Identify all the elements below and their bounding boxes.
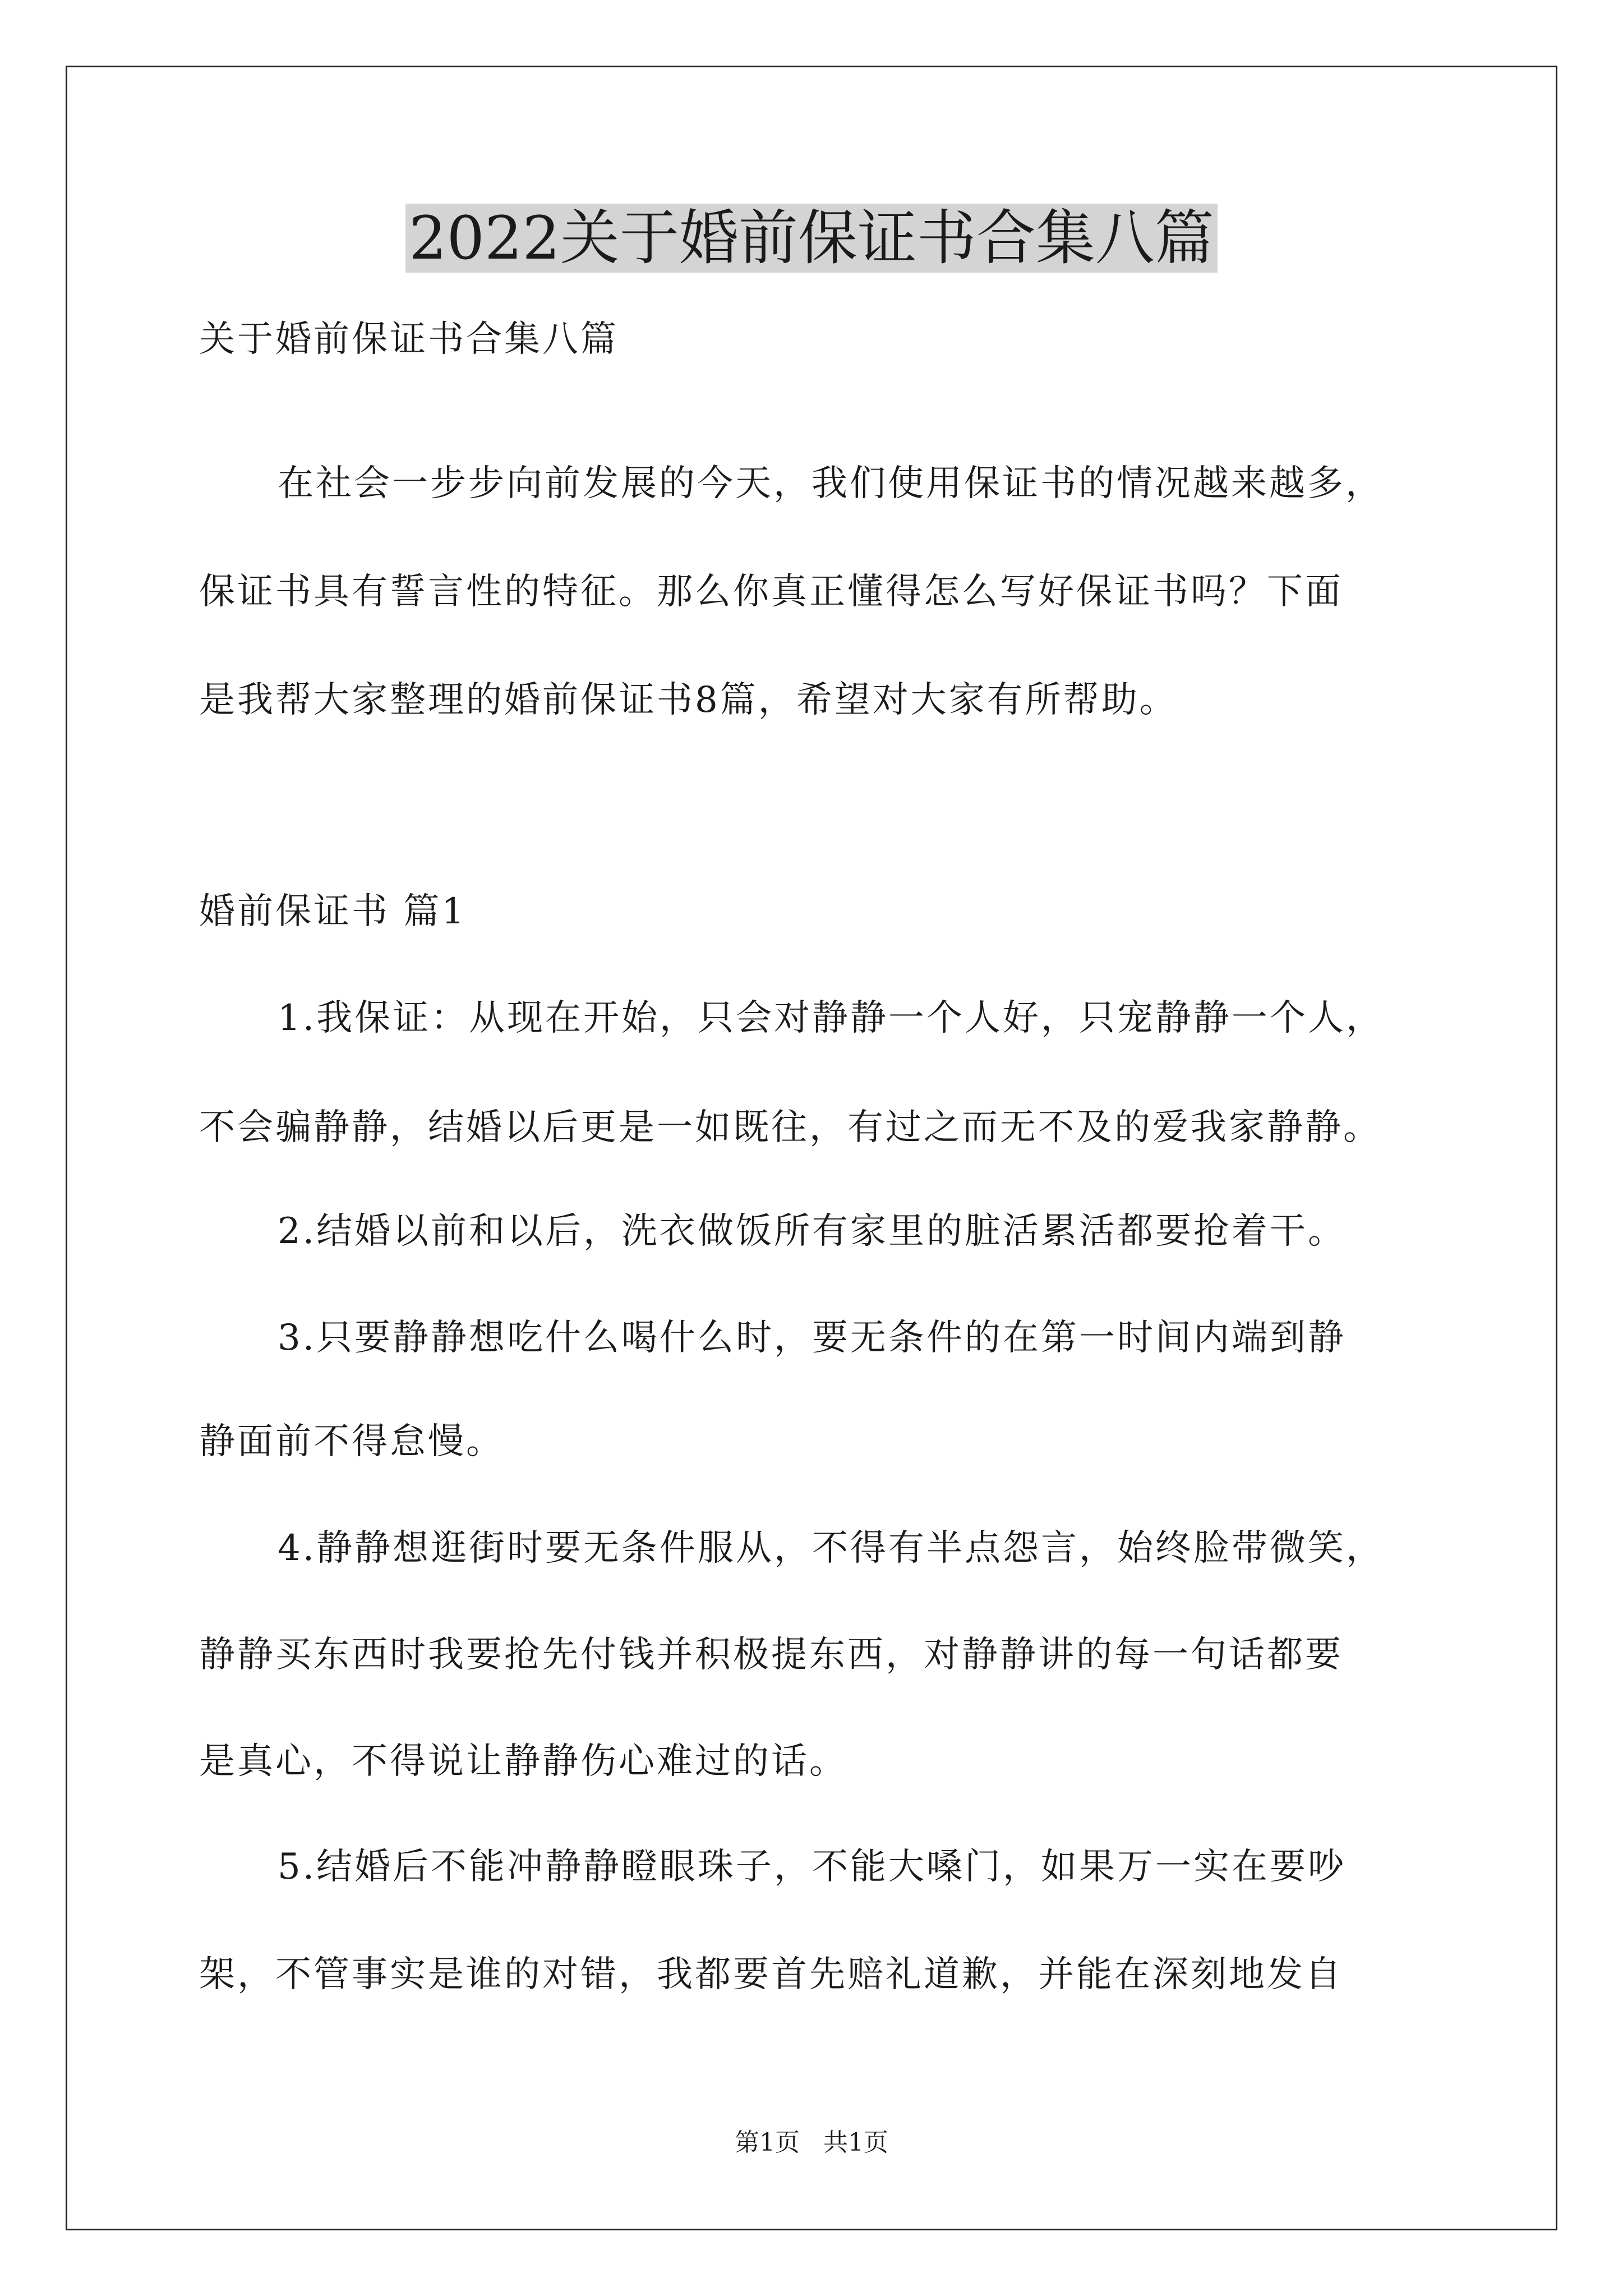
item-line: 3.只要静静想吃什么喝什么时，要无条件的在第一时间内端到静: [278, 1317, 1347, 1359]
item-line: 不会骗静静，结婚以后更是一如既往，有过之而无不及的爱我家静静。: [199, 1107, 1381, 1148]
intro-line: 保证书具有誓言性的特征。那么你真正懂得怎么写好保证书吗？下面: [199, 571, 1343, 613]
item-line: 是真心，不得说让静静伤心难过的话。: [199, 1741, 847, 1782]
item-line: 5.结婚后不能冲静静瞪眼珠子，不能大嗓门，如果万一实在要吵: [278, 1846, 1347, 1888]
item-line: 4.静静想逛街时要无条件服从，不得有半点怨言，始终脸带微笑，: [278, 1527, 1385, 1569]
item-line: 静面前不得怠慢。: [199, 1421, 504, 1462]
document-title: [0, 199, 1623, 278]
item-line: 静静买东西时我要抢先付钱并积极提东西，对静静讲的每一句话都要: [199, 1634, 1343, 1676]
item-line: 2.结婚以前和以后，洗衣做饭所有家里的脏活累活都要抢着干。: [278, 1211, 1347, 1252]
intro-line: 在社会一步步向前发展的今天，我们使用保证书的情况越来越多，: [278, 463, 1384, 504]
document-title-text: 2022关于婚前保证书合集八篇: [405, 204, 1218, 273]
intro-line: 是我帮大家整理的婚前保证书8篇，希望对大家有所帮助。: [199, 679, 1178, 721]
item-line: 1.我保证：从现在开始，只会对静静一个人好，只宠静静一个人，: [278, 997, 1385, 1039]
item-line: 架，不管事实是谁的对错，我都要首先赔礼道歉，并能在深刻地发自: [199, 1954, 1343, 1995]
section-heading: 婚前保证书 篇1: [199, 891, 467, 932]
document-subtitle: 关于婚前保证书合集八篇: [199, 319, 619, 360]
page-footer: 第1页 共1页: [735, 2128, 888, 2157]
